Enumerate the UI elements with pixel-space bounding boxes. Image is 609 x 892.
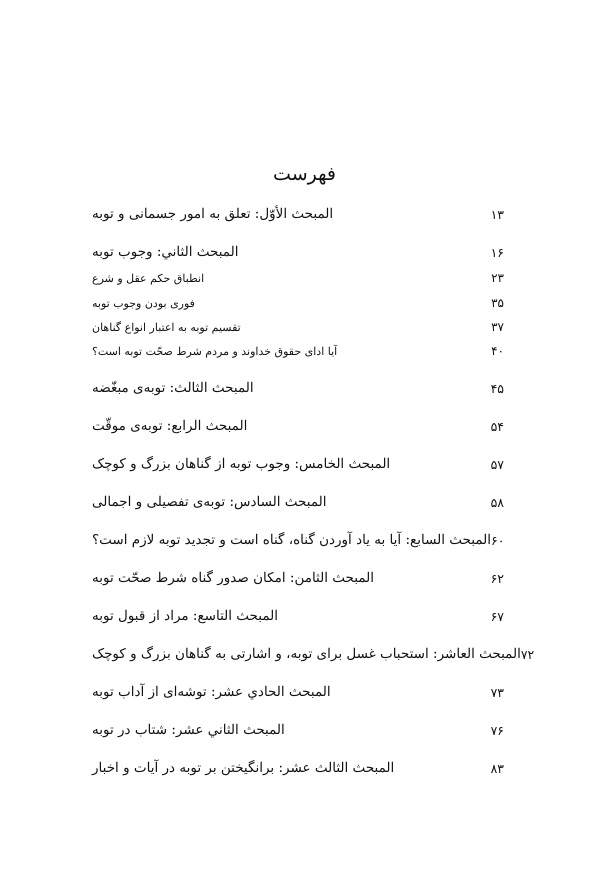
toc-entry-title: المبحث الرابع: توبه‌ی موقّت (92, 418, 248, 434)
toc-page-number: ۱۶ (490, 244, 504, 260)
toc-entry-title: المبحث الحادي عشر: توشه‌ای از آداب توبه (92, 684, 331, 700)
toc-entry (92, 643, 535, 665)
toc-entry (92, 377, 504, 399)
toc-page-number: ۷۶ (490, 722, 504, 738)
toc-page-number: ۶۲ (490, 570, 504, 586)
toc-entry (92, 453, 504, 475)
toc-page-number: ۳۵ (491, 296, 504, 310)
toc-entry-title: آیا ادای حقوق خداوند و مردم شرط صحّت توبه است؟ (92, 344, 338, 358)
toc-page-number: ۵۸ (490, 494, 504, 510)
toc-entry (92, 605, 504, 627)
toc-page-number: ۴۰ (491, 344, 504, 358)
toc-entry (92, 241, 504, 263)
toc-entry (92, 415, 504, 437)
toc-entry-title: تقسیم توبه به اعتبار انواع گناهان (92, 320, 241, 334)
toc-entry-title: المبحث الثاني عشر: شتاب در توبه (92, 722, 285, 738)
toc-page-number: ۳۷ (491, 320, 504, 334)
toc-entry (92, 529, 504, 551)
toc-subentry (92, 340, 504, 362)
toc-entry-title: انطباق حکم عقل و شرع (92, 271, 205, 285)
toc-page-number: ۶۰ (490, 532, 505, 548)
toc-entry (92, 719, 504, 741)
toc-entry-title: المبحث الثالث: توبه‌ی مبغّضه (92, 380, 254, 396)
toc-subentry (92, 267, 504, 289)
toc-entry-title: المبحث السابع: آیا به یاد آوردن گناه، گناه است و تجدید توبه لازم است؟ (92, 532, 491, 548)
toc-entry-title: فوری بودن وجوب توبه (92, 296, 195, 310)
toc-entry-title: المبحث التاسع: مراد از قبول توبه (92, 608, 279, 624)
toc-entry-title: المبحث الأوّل: تعلق به امور جسمانی و توبه (92, 206, 334, 222)
page-title: فهرست (273, 163, 336, 185)
toc-page-number: ۲۳ (491, 271, 504, 285)
toc-page-number: ۷۲ (520, 646, 535, 662)
toc-entry-title: المبحث العاشر: استحباب غسل برای توبه، و اشارتی به گناهان بزرگ و کوچک (92, 646, 521, 662)
toc-entry (92, 681, 504, 703)
toc-page-number: ۷۳ (490, 684, 504, 700)
toc-entry (92, 203, 504, 225)
toc-entry (92, 567, 504, 589)
toc-page-number: ۵۴ (490, 418, 504, 434)
toc-entry-title: المبحث الثاني: وجوب توبه (92, 244, 239, 260)
toc-page-number: ۱۳ (490, 206, 504, 222)
toc-page-number: ۴۵ (490, 380, 504, 396)
toc-entry-title: المبحث الثامن: امکان صدور گناه شرط صحّت توبه (92, 570, 375, 586)
toc-page-number: ۸۳ (490, 760, 504, 776)
toc-subentry (92, 292, 504, 314)
toc-entry-title: المبحث الخامس: وجوب توبه از گناهان بزرگ و کوچک (92, 456, 391, 472)
toc-page-number: ۶۷ (490, 608, 504, 624)
toc-page-number: ۵۷ (490, 456, 504, 472)
toc-entry (92, 491, 504, 513)
toc-entry-title: المبحث الثالث عشر: برانگیختن بر توبه در آیات و اخبار (92, 760, 395, 776)
toc-entry-title: المبحث السادس: توبه‌ی تفصیلی و اجمالی (92, 494, 327, 510)
toc-subentry (92, 316, 504, 338)
toc-entry (92, 757, 504, 779)
